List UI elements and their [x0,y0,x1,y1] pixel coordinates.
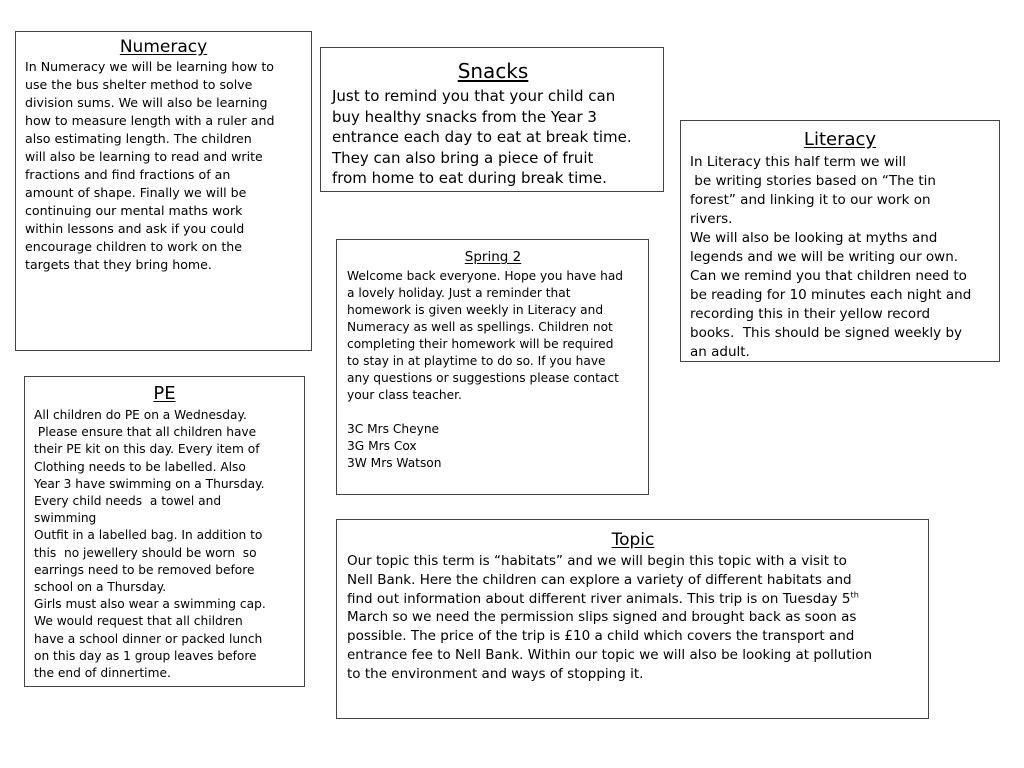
text-line: entrance each day to eat at break time. [332,128,632,146]
text-line: completing their homework will be required [347,337,614,351]
text-line: also estimating length. The children [25,131,252,146]
snacks-panel [320,47,664,192]
pe-panel [24,376,305,687]
text-line: their PE kit on this day. Every item of [34,442,260,457]
text-line: recording this in their yellow record [690,306,931,322]
topic-line [347,590,919,609]
text-line: Welcome back everyone. Hope you have had [347,269,624,283]
text-line: how to measure length with a ruler and [25,113,275,128]
text-line: In Numeracy we will be learning how to [25,59,275,74]
text-line: Outfit in a labelled bag. In addition to [34,528,263,543]
text-line: fractions and find fractions of an [25,167,231,182]
text-line [347,404,639,421]
numeracy-body [25,58,302,274]
text-line: homework is given weekly in Literacy and [347,303,604,317]
text-line: 3W Mrs Watson [347,456,442,470]
text-line: be reading for 10 minutes each night and [690,287,972,303]
literacy-title: Literacy [803,129,877,150]
text-line: within lessons and ask if you could [25,221,245,236]
topic-line: March so we need the permission slips signed and brought back as soon as [347,609,857,626]
text-line: will also be learning to read and write [25,149,263,164]
text-line: 3C Mrs Cheyne [347,422,440,436]
text-line: Every child needs a towel and [34,494,222,509]
text-line: to stay in at playtime to do so. If you have [347,354,606,368]
literacy-panel [680,120,1000,362]
pe-body [34,407,295,682]
text-line: Can we remind you that children need to [690,268,967,284]
text-line: on this day as 1 group leaves before [34,648,257,663]
text-line: earrings need to be removed before [34,562,255,577]
text-line: In Literacy this half term we will [690,154,907,170]
text-line: 3G Mrs Cox [347,439,417,453]
text-line: swimming [34,511,97,526]
numeracy-panel [15,31,312,351]
topic-line: possible. The price of the trip is £10 a child which covers the transport and [347,628,855,645]
text-line: from home to eat during break time. [332,169,607,187]
numeracy-title: Numeracy [119,37,208,57]
pe-title: PE [153,383,176,404]
text-line: this no jewellery should be worn so [34,545,257,560]
topic-line: Nell Bank. Here the children can explore a variety of different habitats and [347,571,852,588]
topic-line: to the environment and ways of stopping it. [347,665,644,682]
text-line: encourage children to work on the [25,239,242,254]
topic-line: Our topic this term is “habitats” and we will begin this topic with a visit to [347,553,847,569]
text-line: They can also bring a piece of fruit [332,148,594,167]
text-line: amount of shape. Finally we will be [25,185,247,200]
text-line: have a school dinner or packed lunch [34,631,263,646]
text-line: Clothing needs to be labelled. Also [34,459,246,474]
text-line: We will also be looking at myths and [690,230,938,246]
text-line: use the bus shelter method to solve [25,77,253,92]
topic-line: entrance fee to Nell Bank. Within our topic we will also be looking at pollution [347,646,873,663]
text-line: an adult. [690,344,750,360]
text-line: Please ensure that all children have [34,425,257,440]
text-line: Just to remind you that your child can [332,87,616,105]
spring-2-title: Spring 2 [464,249,522,265]
text-line: Girls must also wear a swimming cap. [34,597,266,612]
spring-2-panel [336,239,649,495]
text-line: legends and we will be writing our own. [690,249,959,265]
text-line: continuing our mental maths work [25,203,243,218]
topic-title: Topic [611,530,655,550]
snacks-body [332,86,654,189]
text-line: We would request that all children [34,614,243,629]
text-line: rivers. [690,211,733,227]
snacks-title: Snacks [457,59,529,83]
topic-panel [336,519,929,719]
ordinal-suffix: th [850,589,859,600]
topic-line-text: find out information about different river animals. This trip is on Tuesday 5 [347,590,851,607]
text-line: be writing stories based on “The tin [690,173,936,189]
text-line: buy healthy snacks from the Year 3 [332,107,597,126]
literacy-body [690,153,990,362]
text-line: All children do PE on a Wednesday. [34,408,247,422]
text-line: books. This should be signed weekly by [690,325,963,341]
text-line: targets that they bring home. [25,257,212,272]
text-line: any questions or suggestions please contact [347,371,619,385]
text-line: a lovely holiday. Just a reminder that [347,286,571,300]
spring-2-body [347,268,639,472]
text-line: the end of dinnertime. [34,666,171,681]
text-line: Numeracy as well as spellings. Children not [347,320,613,334]
text-line: division sums. We will also be learning [25,95,268,110]
text-line: Year 3 have swimming on a Thursday. [34,476,265,491]
text-line: your class teacher. [347,388,462,402]
text-line: school on a Thursday. [34,580,167,595]
text-line: forest” and linking it to our work on [690,192,931,208]
